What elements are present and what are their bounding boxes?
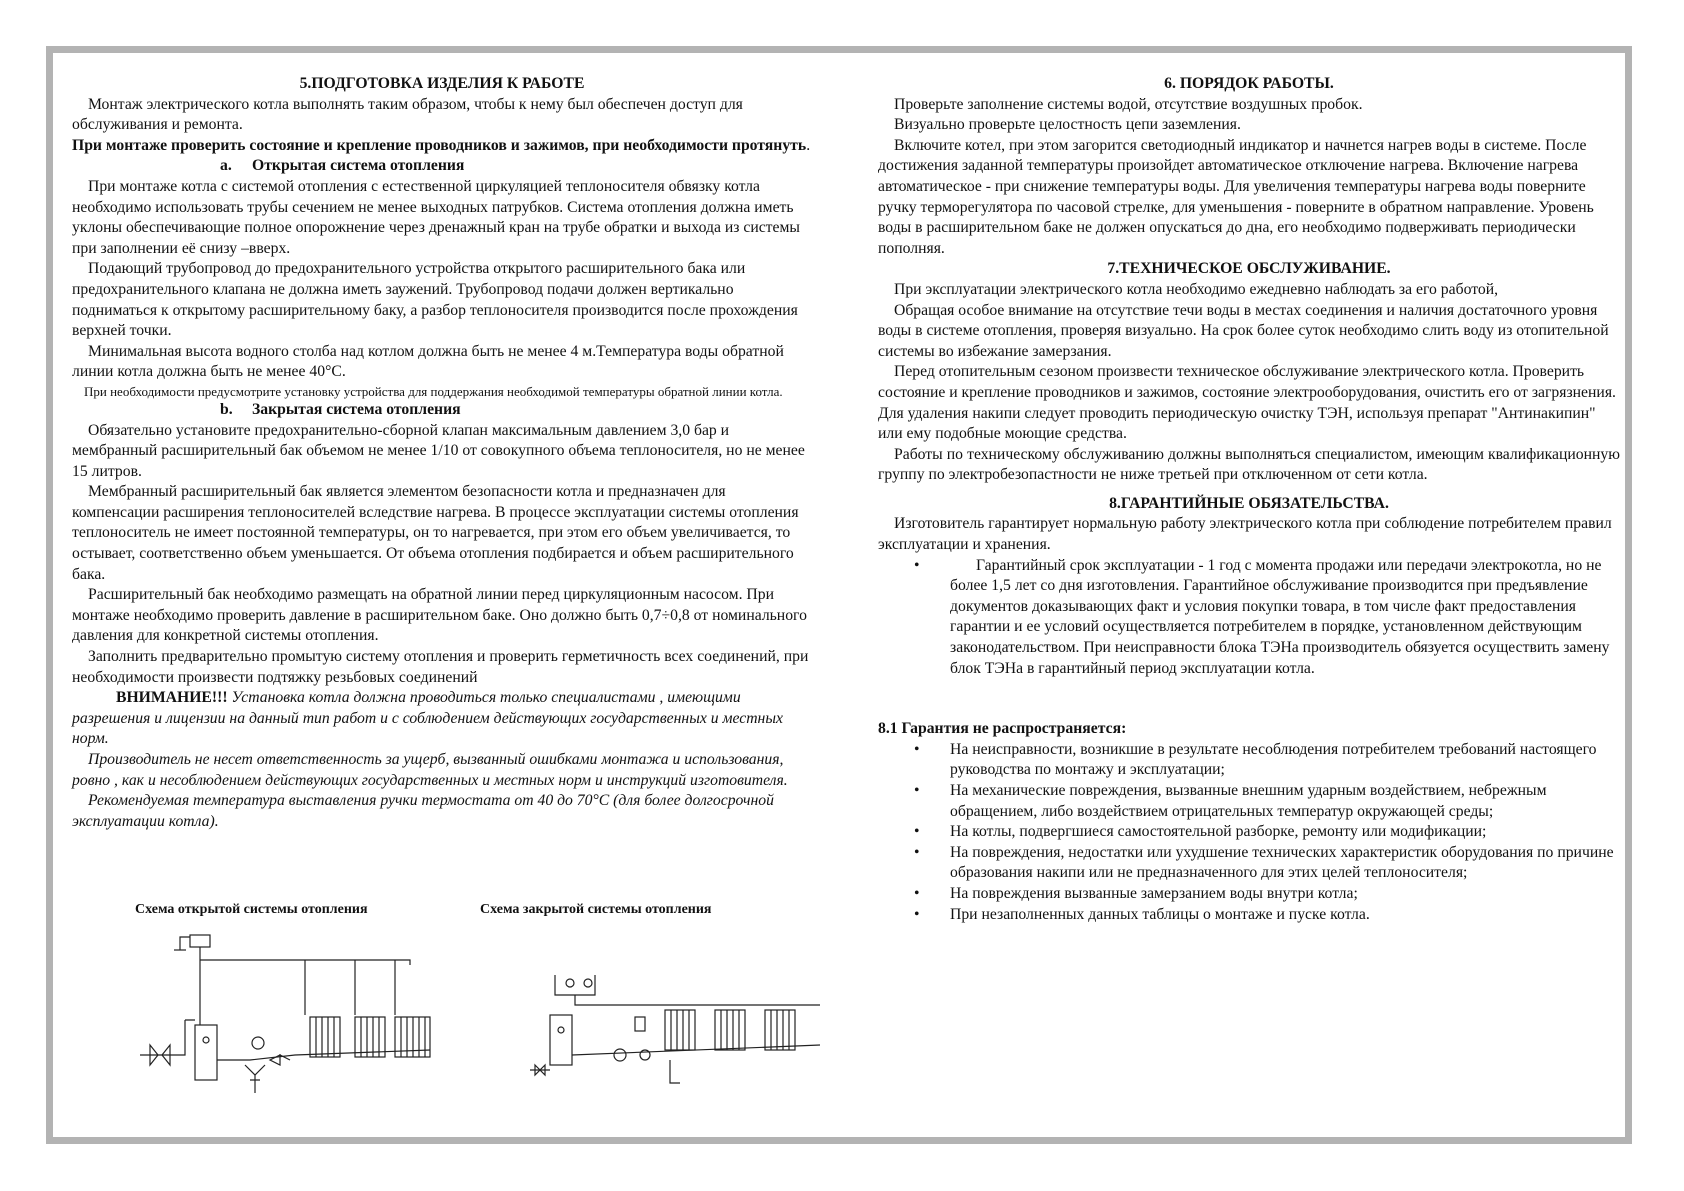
- paragraph: Обращая особое внимание на отсутствие течи воды в местах соединения и наличия достаточного уровня воды в системе отопления, проверяя визуально. На срок более суток необходимо слить воду из отопительной системы во избежание замерзания.: [878, 301, 1609, 360]
- scheme-closed-title: Схема закрытой системы отопления: [480, 902, 712, 917]
- subsection-letter: a.: [220, 157, 232, 175]
- closed-system-diagram: [530, 965, 820, 1090]
- list-item-text: На неисправности, возникшие в результате несоблюдения потребителем требований настоящего руководства по монтажу и эксплуатации;: [950, 740, 1597, 779]
- air-vent: [584, 979, 592, 987]
- list-item: [878, 781, 1620, 822]
- paragraph: Проверьте заполнение системы водой, отсутствие воздушных пробок.: [894, 95, 1363, 113]
- paragraph: При монтаже котла с системой отопления с естественной циркуляцией теплоносителя обвязку котла необходимо использовать трубы сечением не менее выходных патрубков. Система отопления должна иметь уклоны обеспечивающие полное опорожнение через дренажный кран на трубе обратки и выхода из системы при заполнении её снизу –вверх.: [72, 177, 800, 257]
- exclusions-list: [878, 740, 1620, 925]
- paragraph-bold-note: [72, 136, 812, 157]
- bullet-icon: •: [914, 782, 920, 799]
- subsection-b-title: [72, 400, 812, 421]
- paragraph: Заполнить предварительно промытую систему отопления и проверить герметичность всех соединений, при необходимости произвести подтяжку резьбовых соединений: [72, 648, 809, 686]
- text-tail: .: [806, 136, 811, 154]
- paragraph: Обязательно установите предохранительно-сборной клапан максимальным давлением 3,0 бар и мембранный расширительный бак объемом не менее 1/10 от совокупного объема теплоносителя, но не менее 15 литров.: [72, 421, 805, 480]
- radiator: [765, 1010, 795, 1050]
- subsection-label: Открытая система отопления: [252, 157, 465, 175]
- warning-block: [72, 688, 812, 750]
- list-item-text: Гарантийный срок эксплуатации - 1 год с момента продажи или передачи электрокотла, но не более 1,5 лет со дня изготовления. Гарантийное обслуживание производится при предъявление документов доказывающих факт и условия покупки товара, в том числе факт предоставления гарантии и ее условий осуществляется потребителем в порядке, установленном действующим законодательством. При неисправности блока ТЭНа производитель обязуется осуществить замену блок ТЭНа в гарантийный период эксплуатации котла.: [950, 556, 1610, 677]
- section-8-1-title: 8.1 Гарантия не распространяется:: [878, 720, 1127, 738]
- liability-note: Производитель не несет ответственность за ущерб, вызванный ошибками монтажа и использования, ровно , как и несоблюдением действующих государственных и местных норм и инструкций изготовителя.: [72, 751, 788, 789]
- list-item: [878, 740, 1620, 781]
- paragraph: Монтаж электрического котла выполнять таким образом, чтобы к нему был обеспечен доступ для обслуживания и ремонта.: [72, 95, 743, 134]
- paragraph: Расширительный бак необходимо размещать на обратной линии перед циркуляционным насосом. При монтаже необходимо проверить давление в расширительном баке. Оно должно быть 0,7÷0,8 от номинального давления для конкретной системы отопления.: [72, 586, 807, 645]
- supply-main: [575, 995, 820, 1005]
- bullet-icon: •: [914, 740, 920, 758]
- right-column: [878, 74, 1620, 925]
- list-item: [878, 905, 1620, 926]
- bullet-icon: •: [914, 884, 920, 902]
- paragraph: При эксплуатации электрического котла необходимо ежедневно наблюдать за его работой,: [894, 280, 1499, 298]
- bullet-icon: •: [914, 823, 920, 841]
- subsection-label: Закрытая система отопления: [252, 400, 461, 418]
- paragraph: Подающий трубопровод до предохранительного устройства открытого расширительного бака или предохранительного клапана не должна иметь заужений. Трубопровод подачи должен вертикально подниматься к открытому расширительному баку, а разбор теплоносителя производится после прохождения верхней точки.: [72, 260, 798, 340]
- list-item-text: На механические повреждения, вызванные внешним ударным воздействием, небрежным обращением, либо воздействием отрицательных температур окружающей среды;: [950, 782, 1547, 820]
- scheme-open-title: Схема открытой системы отопления: [135, 902, 368, 917]
- pump-icon: [252, 1037, 264, 1049]
- return-pipe: [140, 1020, 195, 1055]
- section-8-title: 8.ГАРАНТИЙНЫЕ ОБЯЗАТЕЛЬСТВА.: [1109, 494, 1389, 512]
- section-7-title: 7.ТЕХНИЧЕСКОЕ ОБСЛУЖИВАНИЕ.: [1107, 260, 1391, 278]
- expansion-tank: [635, 1017, 645, 1031]
- paragraph: Перед отопительным сезоном произвести техническое обслуживание электрического котла. Проверить состояние и крепление проводников и зажимов, состояние электрооборудования, очистить его от загрязнения. Для удаления накипи следует проводить периодическую очистку ТЭН, используя препарат "Антинакипин" или ему подобные моющие средства.: [878, 363, 1616, 443]
- list-item-text: На котлы, подвергшиеся самостоятельной разборке, ремонту или модификации;: [950, 823, 1487, 841]
- section-6-title: 6. ПОРЯДОК РАБОТЫ.: [1164, 75, 1334, 92]
- list-item-text: На повреждения, недостатки или ухудшение технических характеристик оборудования по причине образования накипи или не предназначенного для этих целей теплоносителя;: [950, 843, 1614, 882]
- paragraph: Включите котел, при этом загорится светодиодный индикатор и начнется нагрев воды в системе. После достижения заданной температуры произойдет автоматическое отключение нагрева. Включение нагрева автоматическое - при снижение температуры воды. Для увеличения температуры нагрева воды поверните ручку терморегулятора по часовой стрелке, для уменьшения - поверните в обратном направление. Уровень воды в расширительном баке не должен опускаться до дна, его необходимо подверживать периодически пополняя.: [878, 136, 1594, 257]
- spacer: [878, 679, 1620, 719]
- paragraph: Мембранный расширительный бак является элементом безопасности котла и предназначен для компенсации расширения теплоносителей вследствие нагрева. В процессе эксплуатации системы отопления теплоноситель не имеет постоянной температуры, он то нагревается, при этом его объем увеличивается, то остывает, соответственно объем уменьшается. От объема отопления подбирается и объем расширительного бака.: [72, 483, 799, 583]
- overflow-pipe: [180, 937, 190, 950]
- bold-text: При монтаже проверить состояние и крепление проводников и зажимов, при необходимости протянуть: [72, 136, 807, 154]
- bullet-icon: •: [914, 556, 920, 574]
- left-column: [72, 74, 812, 832]
- bullet-icon: •: [914, 905, 920, 923]
- subsection-a-title: [72, 156, 812, 177]
- list-item: [878, 884, 1620, 905]
- radiator: [310, 1017, 340, 1057]
- thermostat-note: Рекомендуемая температура выставления ручки термостата от 40 до 70°С (для более долгосрочной эксплуатации котла).: [72, 792, 774, 830]
- warning-text: Установка котла должна проводиться только специалистами , имеющими разрешения и лицензии на данный тип работ и с соблюдением действующих государственных и местных норм.: [72, 689, 783, 748]
- paragraph: Работы по техническому обслуживанию должны выполняться специалистом, имеющим квалификационную группу по электробезопастности не ниже третьей при отключенном от сети котла.: [878, 445, 1620, 484]
- boiler: [195, 1025, 217, 1080]
- warranty-list: [878, 556, 1620, 680]
- paragraph: Минимальная высота водного столба над котлом должна быть не менее 4 м.Температура воды обратной линии котла должна быть не менее 40°С.: [72, 342, 784, 381]
- bullet-icon: •: [914, 843, 920, 861]
- list-item: [878, 822, 1620, 843]
- radiator: [355, 1017, 385, 1057]
- pressure-gauge: [566, 979, 574, 987]
- boiler: [550, 1015, 572, 1065]
- list-item-text: На повреждения вызванные замерзанием воды внутри котла;: [950, 884, 1358, 902]
- list-item-text: При незаполненных данных таблицы о монтаже и пуске котла.: [950, 905, 1370, 923]
- radiator: [665, 1010, 695, 1050]
- list-item: [878, 556, 1620, 680]
- section-5-title: 5.ПОДГОТОВКА ИЗДЕЛИЯ К РАБОТЕ: [299, 75, 585, 92]
- warning-label: ВНИМАНИЕ!!!: [116, 689, 228, 707]
- list-item: [878, 843, 1620, 884]
- expansion-tank: [190, 935, 210, 947]
- open-system-diagram: [130, 925, 450, 1095]
- paragraph: Изготовитель гарантирует нормальную работу электрического котла при соблюдение потребителем правил эксплуатации и хранения.: [878, 515, 1612, 554]
- subsection-letter: b.: [220, 400, 233, 418]
- pump-icon: [614, 1049, 626, 1061]
- paragraph: Визуально проверьте целостность цепи заземления.: [894, 116, 1241, 134]
- small-note: При необходимости предусмотрите установку устройства для поддержания необходимой температуры обратной линии котла.: [84, 383, 783, 399]
- radiator: [715, 1010, 745, 1050]
